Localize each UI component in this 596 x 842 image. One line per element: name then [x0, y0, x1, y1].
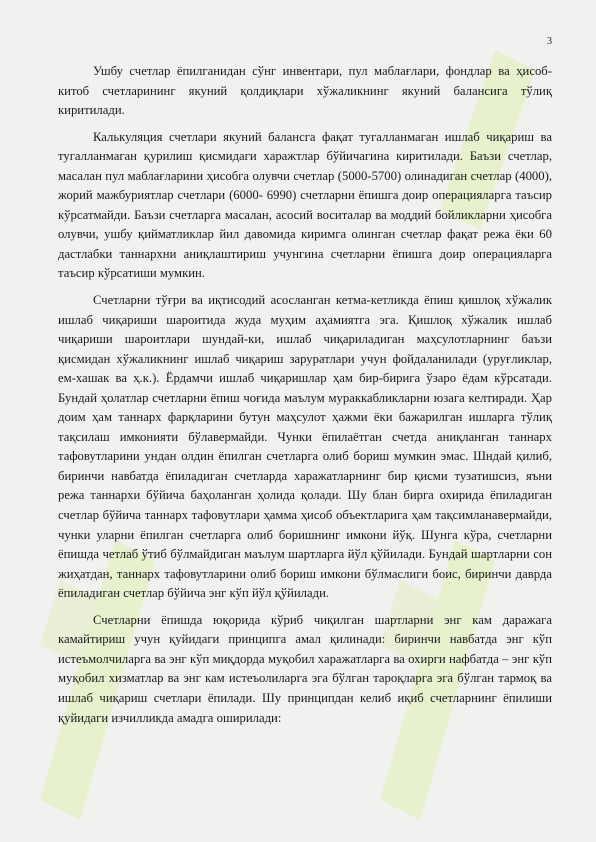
- page-number: 3: [547, 36, 552, 47]
- document-body: [58, 62, 552, 735]
- paragraph-2: Калькуляция счетлари якуний балансга фақат тугалланмаган ишлаб чиқариш ва тугалланмаган қурилиш қисмидаги харажтлар бўйичагина киритилади. Баъзи счетлар, масалан пул маблағларини ҳисобга олувчи счетлар (5000-5700) олинадиган счетлар (4000), жорий мажбуриятлар счетлари (6000- 6990) счетларни ёпишга доир операцияларга таъсир кўрсатмайди. Баъзи счетларга масалан, асосий воситалар ва моддий бойликларни ҳисобга олувчи, ушбу қийматликлар йил давомида киримга олинган счетлар фақат режа ёки 60 дастлабки таннархни аниқлаштириш учунгина счетларни ёпишга доир операцияларга таъсир кўрсатиши мумкин.: [58, 129, 552, 281]
- paragraph-3: Счетларни тўғри ва иқтисодий асосланган кетма-кетликда ёпиш қишлоқ хўжалик ишлаб чиқариши шароитида жуда муҳим аҳамиятга эга. Қишлоқ хўжалик ишлаб чиқариши шароитлари шундай-ки, ишлаб чиқариладиган маҳсулотларнинг баъзи қисмидан хўжаликнинг ишлаб чиқариш заруратлари учун фойдаланилади (уруғликлар, ем-хашак ва ҳ.к.). Ёрдамчи ишлаб чиқаришлар ҳам бир-бирига ўзаро ёдам кўрсатади. Бундай ҳолатлар счетларни ёпиш чоғида маълум мураккабликларни юзага келтиради. Ҳар доим ҳам таннарх фарқларини бутун маҳсулот ҳажми ёки бажарилган ишларга тўлиқ тақсилаш имконияти бўлавермайди. Чунки ёпилаётган счетда аниқланган таннарх тафовутларини ундан олдин ёпилган счетларга олиб бориш мумкин эмас. Шндай қилиб, биринчи навбатда ёпиладиган счетларда харажатларнинг бир қисми тузатишсиз, яъни режа таннархи бўйича баҳоланган ҳолида қолади. Шу блан бирга охирида ёпиладиган счетлар бўйича таннарх тафовутлари ҳамма ҳисоб объектларига ҳам тақсимланавермайди, чунки уларни ёпилган счетларга олиб боришнинг имкони йўқ. Шунга кўра, счетларни ёпишда четлаб ўтиб бўлмайдиган маълум шартларга йўл қўйилади. Бундай шартларни сон жиҳатдан, таннарх тафовутларини олиб бориш имкони бўлмаслиги боис, биринчи даврда ёпиладиган счетлар бўйича энг кўп йўл қўйилади.: [58, 293, 552, 601]
- paragraph-1: Ушбу счетлар ёпилганидан сўнг инвентари, пул маблағлари, фондлар ва ҳисоб-китоб счетларининг якуний қолдиқлари хўжаликнинг якуний балансига тўлиқ киритилади.: [58, 64, 552, 118]
- paragraph-4: Счетларни ёпишда юқорида кўриб чиқилган шартларни энг кам даражага камайтириш учун қуйидаги принципга амал қилинади: биринчи навбатда энг кўп истеъмолчиларга ва энг кўп миқдорда муқобил харажатларга ва охирги нафбатда – энг кўп муқобил хизматлар ва энг кам истеъолиларга эга бўлган тароқларга эга бўлган тармоқ ва ишлаб чиқариш счетлари ёпилади. Шу принципдан келиб иқиб счетларнинг ёпилиши қуйидаги изчилликда амадга оширилади:: [58, 612, 552, 725]
